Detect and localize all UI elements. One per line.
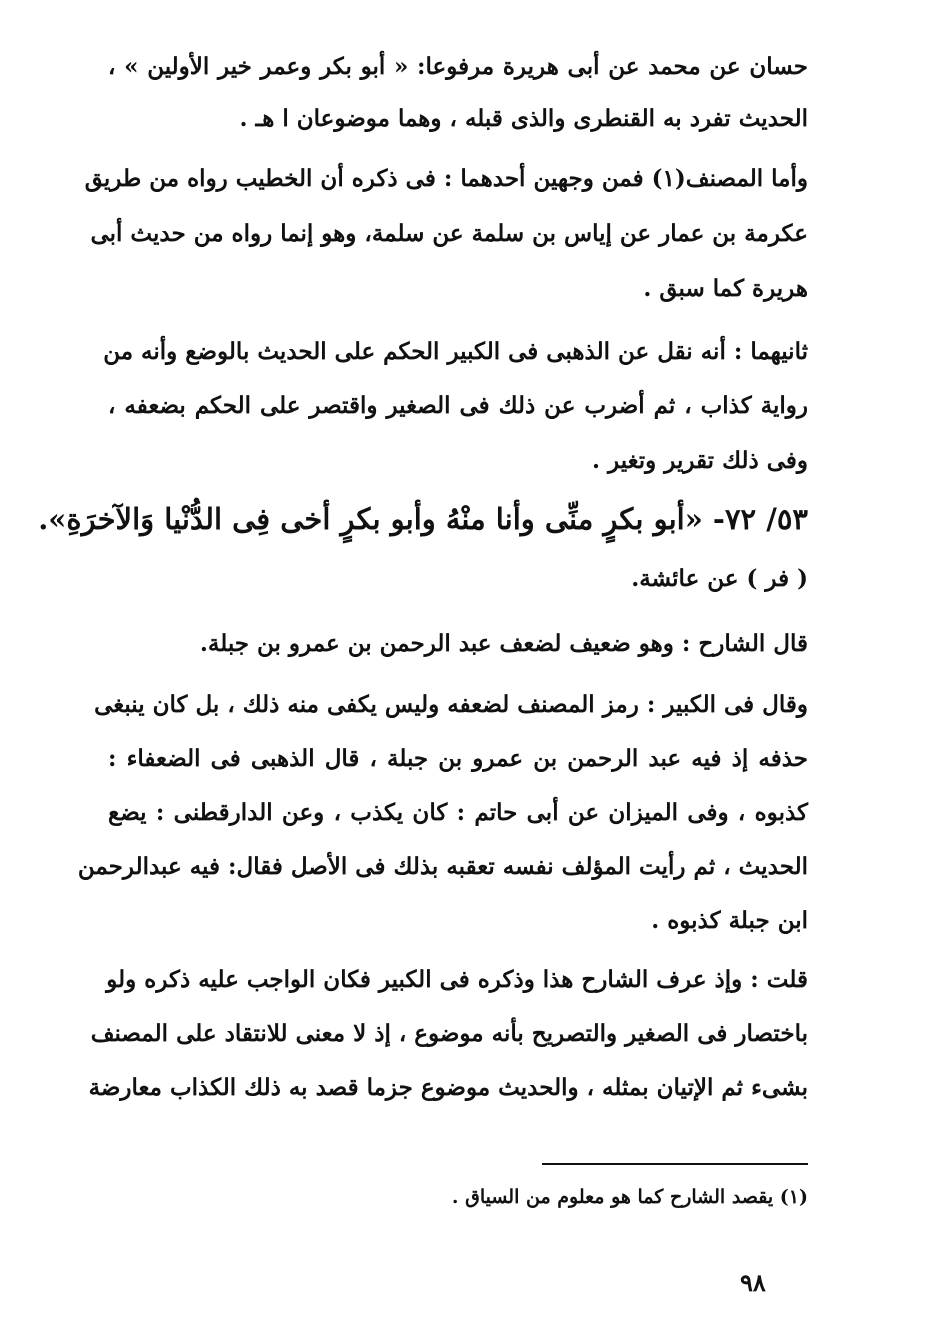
text-line: وقال فى الكبير : رمز المصنف لضعفه وليس يكفى منه ذلك ، بل كان ينبغى — [94, 691, 808, 718]
hadith-heading: ٥٣/ ٧٢- «أبو بكرٍ منِّى وأنا منْهُ وأبو بكرٍ أخى فِى الدُّنْيا وَالآخرَةِ». — [38, 502, 808, 536]
text-line: رواية كذاب ، ثم أضرب عن ذلك فى الصغير واقتصر على الحكم بضعفه ، — [108, 392, 808, 419]
text-line: حسان عن محمد عن أبى هريرة مرفوعا: « أبو بكر وعمر خير الأولين » ، — [108, 53, 808, 80]
footnote-divider — [542, 1163, 808, 1165]
text-line: ثانيهما : أنه نقل عن الذهبى فى الكبير الحكم على الحديث بالوضع وأنه من — [103, 338, 808, 365]
text-line: بشىء ثم الإتيان بمثله ، والحديث موضوع جزما قصد به ذلك الكذاب معارضة — [88, 1074, 808, 1101]
text-line: الحديث ، ثم رأيت المؤلف نفسه تعقبه بذلك فى الأصل فقال: فيه عبدالرحمن — [77, 853, 808, 880]
text-line: وفى ذلك تقرير وتغير . — [592, 447, 808, 474]
hadith-source: ( فر ) عن عائشة. — [631, 565, 808, 592]
footnote: (١) يقصد الشارح كما هو معلوم من السياق . — [451, 1186, 808, 1208]
text-line: الحديث تفرد به القنطرى والذى قبله ، وهما موضوعان ا هـ . — [239, 105, 808, 132]
text-line: هريرة كما سبق . — [643, 275, 808, 302]
text-line: عكرمة بن عمار عن إياس بن سلمة عن سلمة، وهو إنما رواه من حديث أبى — [90, 220, 808, 247]
text-line: قلت : وإذ عرف الشارح هذا وذكره فى الكبير فكان الواجب عليه ذكره ولو — [106, 966, 808, 993]
page-number: ٩٨ — [740, 1268, 766, 1297]
text-line: باختصار فى الصغير والتصريح بأنه موضوع ، إذ لا معنى للانتقاد على المصنف — [90, 1020, 808, 1047]
text-line: ابن جبلة كذبوه . — [651, 907, 808, 934]
text-line: كذبوه ، وفى الميزان عن أبى حاتم : كان يكذب ، وعن الدارقطنى : يضع — [108, 799, 808, 826]
text-line: قال الشارح : وهو ضعيف لضعف عبد الرحمن بن عمرو بن جبلة. — [199, 630, 808, 657]
text-line: حذفه إذ فيه عبد الرحمن بن عمرو بن جبلة ، قال الذهبى فى الضعفاء : — [108, 745, 808, 772]
text-line: وأما المصنف(١) فمن وجهين أحدهما : فى ذكره أن الخطيب رواه من طريق — [84, 165, 808, 192]
